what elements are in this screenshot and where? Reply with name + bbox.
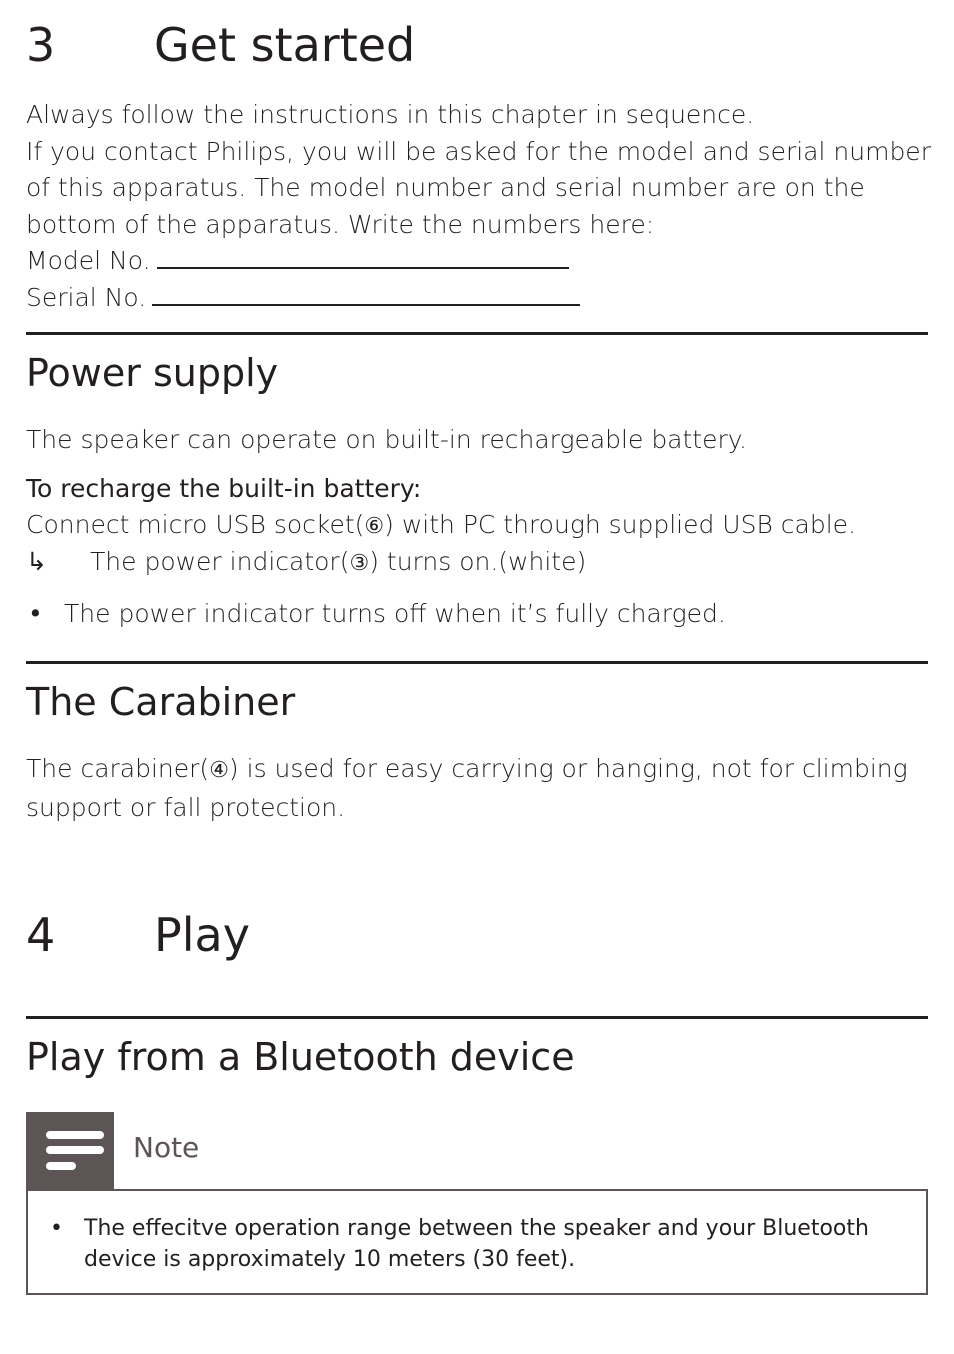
- note-icon-bar: [46, 1146, 104, 1154]
- result-text: [90, 544, 586, 583]
- serial-number-row: [26, 280, 931, 317]
- carabiner-line: support or fall protection.: [26, 792, 346, 822]
- serial-number-label: Serial No.: [26, 282, 147, 312]
- chapter-title: Get started: [154, 18, 416, 72]
- section-divider: [26, 332, 928, 335]
- chapter-number: 4: [26, 908, 56, 962]
- intro-paragraph: [26, 97, 931, 316]
- note-title: Note: [133, 1131, 200, 1164]
- model-number-blank[interactable]: [157, 245, 569, 269]
- intro-line: bottom of the apparatus. Write the numbers here:: [26, 209, 655, 239]
- connect-instruction: [26, 507, 856, 546]
- power-supply-heading: Power supply: [26, 351, 279, 395]
- note-header: [26, 1112, 928, 1190]
- chapter-4-heading: [26, 908, 250, 962]
- intro-line: If you contact Philips, you will be asked for the model and serial number: [26, 136, 931, 166]
- section-divider: [26, 661, 928, 664]
- bullet-item: [26, 596, 726, 633]
- callout-4-icon: ④: [209, 758, 229, 783]
- bullet-text: The power indicator turns off when it’s fully charged.: [64, 599, 726, 628]
- carabiner-line: [26, 751, 908, 790]
- result-arrow-icon: ↳: [26, 547, 47, 576]
- note-box: [26, 1189, 928, 1295]
- note-lines-icon: [26, 1112, 114, 1190]
- note-line: device is approximately 10 meters (30 feet).: [84, 1247, 576, 1272]
- bullet-icon: •: [50, 1216, 63, 1241]
- model-number-label: Model No.: [26, 246, 151, 275]
- section-divider: [26, 1016, 928, 1019]
- note-text: [84, 1213, 869, 1275]
- carabiner-heading: The Carabiner: [26, 680, 296, 724]
- intro-line: of this apparatus. The model number and serial number are on the: [26, 173, 865, 202]
- carabiner-text-before: The carabiner(: [26, 754, 210, 783]
- chapter-3-heading: [26, 18, 416, 72]
- intro-line: Always follow the instructions in this chapter in sequence.: [26, 100, 755, 129]
- callout-6-icon: ⑥: [364, 514, 385, 539]
- connect-text-after: ) with PC through supplied USB cable.: [384, 510, 857, 539]
- chapter-title: Play: [154, 908, 250, 962]
- note-bullet-item: [48, 1213, 869, 1275]
- recharge-subheading: To recharge the built-in battery:: [26, 474, 422, 503]
- note-line: The effecitve operation range between the speaker and your Bluetooth: [84, 1216, 869, 1241]
- note-icon-bar: [46, 1162, 76, 1170]
- carabiner-text-after: ) is used for easy carrying or hanging, not for climbing: [228, 754, 908, 783]
- model-number-row: [26, 243, 931, 280]
- bullet-icon: •: [28, 599, 43, 628]
- connect-text-before: Connect micro USB socket(: [26, 510, 365, 539]
- callout-3-icon: ③: [349, 551, 370, 576]
- serial-number-blank[interactable]: [152, 282, 580, 306]
- bluetooth-heading: Play from a Bluetooth device: [26, 1035, 575, 1079]
- chapter-number: 3: [26, 18, 56, 72]
- result-text-after: ) turns on.(white): [369, 547, 587, 576]
- power-supply-text: The speaker can operate on built-in rechargeable battery.: [26, 425, 747, 454]
- note-icon-bar: [46, 1131, 104, 1139]
- carabiner-paragraph: [26, 751, 908, 826]
- result-line: [26, 544, 586, 583]
- result-text-before: The power indicator(: [90, 547, 350, 576]
